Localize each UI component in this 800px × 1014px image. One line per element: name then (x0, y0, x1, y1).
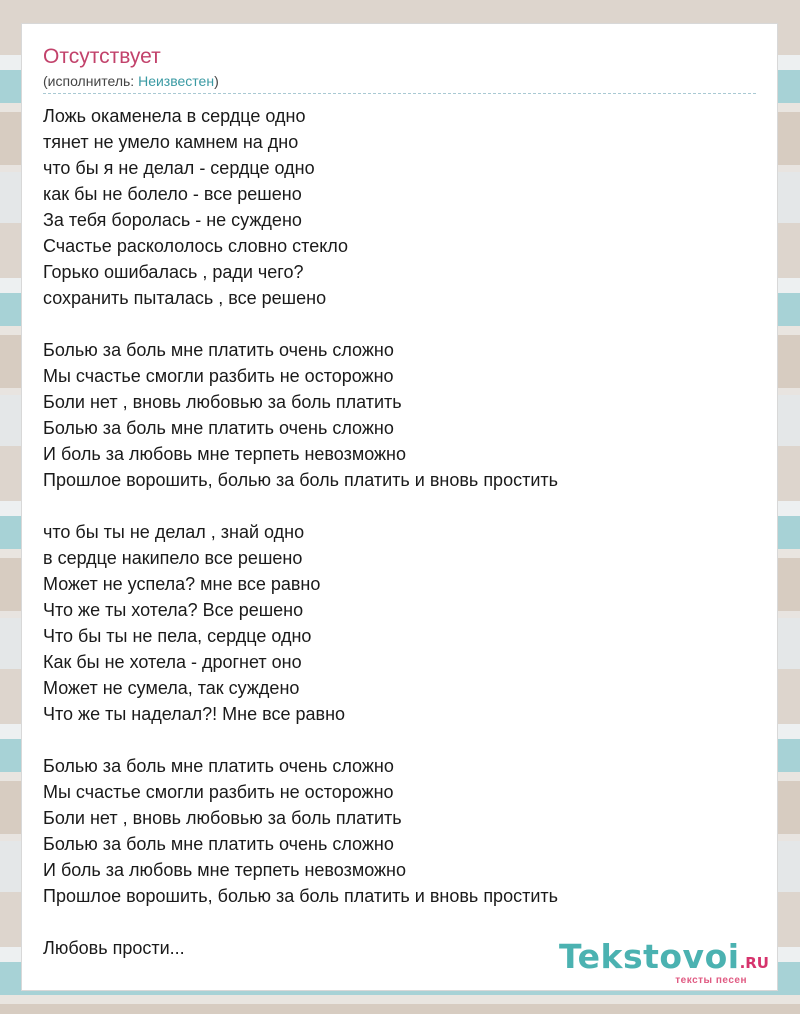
lyric-line: Болью за боль мне платить очень сложно (43, 340, 394, 360)
lyric-line: За тебя боролась - не суждено (43, 210, 302, 230)
stanza-verse-1 (43, 103, 763, 311)
lyric-line: Болью за боль мне платить очень сложно (43, 834, 394, 854)
logo-main-text: Tekstovoi (559, 937, 740, 976)
lyric-line: что бы я не делал - сердце одно (43, 158, 315, 178)
lyric-line: Болью за боль мне платить очень сложно (43, 418, 394, 438)
lyric-line: Мы счастье смогли разбить не осторожно (43, 782, 394, 802)
lyric-line: как бы не болело - все решено (43, 184, 302, 204)
lyric-line: Может не успела? мне все равно (43, 574, 321, 594)
lyric-line: Что бы ты не пела, сердце одно (43, 626, 312, 646)
lyric-line: Счастье раскололось словно стекло (43, 236, 349, 256)
lyric-line: Мы счастье смогли разбить не осторожно (43, 366, 394, 386)
lyric-line: Что же ты хотела? Все решено (43, 600, 304, 620)
lyric-line: Прошлое ворошить, болью за боль платить и вновь простить (43, 470, 559, 490)
artist-prefix: (исполнитель: (43, 73, 139, 89)
song-title: Отсутствует (43, 45, 161, 68)
lyric-line: Что же ты наделал?! Мне все равно (43, 704, 346, 724)
logo-tagline: тексты песен (675, 975, 747, 986)
lyric-line: Боли нет , вновь любовью за боль платить (43, 808, 402, 828)
lyric-line: И боль за любовь мне терпеть невозможно (43, 860, 406, 880)
lyric-line: что бы ты не делал , знай одно (43, 522, 305, 542)
artist-line (43, 72, 219, 90)
site-logo[interactable] (559, 939, 769, 986)
lyric-line: И боль за любовь мне терпеть невозможно (43, 444, 406, 464)
lyric-line: Может не сумела, так суждено (43, 678, 300, 698)
artist-link[interactable]: Неизвестен (138, 73, 215, 89)
lyric-line: Ложь окаменела в сердце одно (43, 106, 306, 126)
lyrics-card (21, 23, 778, 991)
lyric-line: Горько ошибалась , ради чего? (43, 262, 304, 282)
lyric-line: сохранить пыталась , все решено (43, 288, 327, 308)
stanza-verse-2 (43, 519, 763, 727)
title-divider (43, 93, 756, 94)
lyric-line: Болью за боль мне платить очень сложно (43, 756, 394, 776)
lyric-line: Прошлое ворошить, болью за боль платить и вновь простить (43, 886, 559, 906)
lyric-line: в сердце накипело все решено (43, 548, 303, 568)
lyrics-body (43, 103, 763, 961)
lyric-line: Боли нет , вновь любовью за боль платить (43, 392, 402, 412)
artist-suffix: ) (214, 73, 219, 89)
lyric-line: тянет не умело камнем на дно (43, 132, 299, 152)
lyric-line: Как бы не хотела - дрогнет оно (43, 652, 302, 672)
logo-tld: .RU (739, 954, 769, 972)
stanza-chorus-1 (43, 337, 763, 493)
stanza-chorus-2 (43, 753, 763, 909)
lyric-line: Любовь прости... (43, 938, 185, 958)
